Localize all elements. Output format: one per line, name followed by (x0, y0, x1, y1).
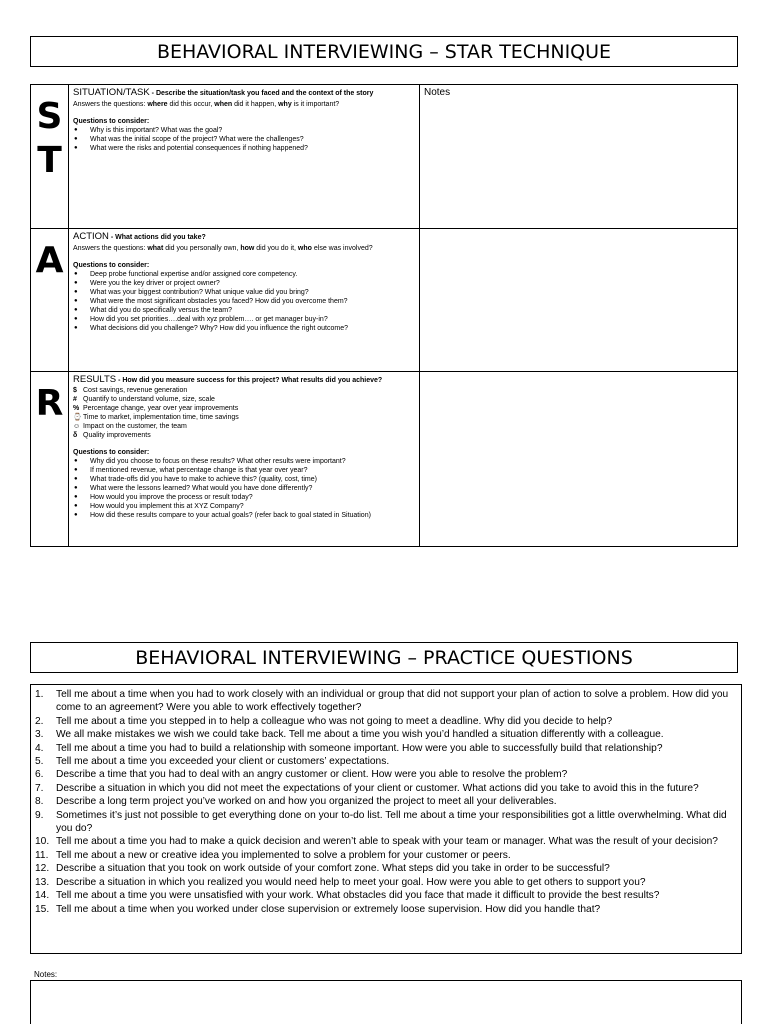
smiley-icon: ☺ (73, 423, 81, 430)
question-number: 7. (35, 782, 44, 794)
question-text: Describe a situation in which you did not meet the expectations of your client or customer. What actions did you take to avoid this in the future? (56, 782, 699, 794)
question-number: 4. (35, 742, 44, 754)
list-item: ● Deep probe functional expertise and/or assigned core competency. (73, 270, 415, 279)
question-text: Tell me about a time when you had to work closely with an individual or group that did not support your plan of action to solve a problem. How did you come to an agreement? Were you able to work effectively together? (56, 689, 729, 714)
practice-question (35, 795, 737, 808)
list-item: ● Were you the key driver or project owner? (73, 279, 415, 288)
action-questions-heading: Questions to consider: (73, 262, 150, 269)
hash-icon: # (73, 396, 77, 403)
question-number: 8. (35, 796, 44, 808)
question-text: Tell me about a time you were unsatisfied with your work. What obstacles did you face that made it difficult to provide the best results? (56, 890, 660, 902)
list-item: ● How would you improve the process or result today? (73, 493, 415, 502)
list-item: ● What were the most significant obstacles you faced? How did you overcome them? (73, 297, 415, 306)
question-text: Describe a situation in which you realized you would need help to meet your goal. How were you able to get others to support you? (56, 876, 646, 888)
action-answers: Answers the questions: what did you personally own, how did you do it, who else was involved? (73, 245, 373, 252)
results-row (31, 372, 738, 547)
results-notes[interactable] (420, 372, 738, 547)
watch-icon: ⌚ (73, 414, 82, 421)
results-heading-text: RESULTS (73, 374, 117, 385)
question-number: 9. (35, 809, 44, 821)
action-letters (31, 229, 69, 372)
star-technique-title: BEHAVIORAL INTERVIEWING – STAR TECHNIQUE (30, 36, 738, 67)
situation-questions-heading: Questions to consider: (73, 118, 150, 125)
practice-question (35, 835, 737, 848)
letter-r: R (35, 383, 64, 424)
question-number: 6. (35, 769, 44, 781)
letter-a: A (35, 240, 64, 281)
list-item: ● What were the risks and potential consequences if nothing happened? (73, 144, 415, 153)
practice-question (35, 688, 737, 715)
star-table (30, 84, 738, 547)
question-text: Tell me about a time you had to make a quick decision and weren’t able to speak with your team or manager. What was the result of your decision? (56, 836, 718, 848)
dollar-icon: $ (73, 387, 77, 394)
list-item: ● How did these results compare to your actual goals? (refer back to goal stated in Situation) (73, 511, 415, 520)
practice-question (35, 768, 737, 781)
question-number: 3. (35, 729, 44, 741)
list-item: ● What trade-offs did you have to make to achieve this? (quality, cost, time) (73, 475, 415, 484)
situation-heading (73, 87, 415, 99)
metric-row: ☺ Impact on the customer, the team (73, 423, 187, 430)
situation-desc: - Describe the situation/task you faced and the context of the story (149, 90, 374, 97)
situation-letters (31, 85, 69, 229)
list-item: ● If mentioned revenue, what percentage change is that year over year? (73, 466, 415, 475)
list-item: ● What were the lessons learned? What would you have done differently? (73, 484, 415, 493)
letter-s: S (36, 96, 63, 137)
results-questions-heading: Questions to consider: (73, 449, 150, 456)
metric-row: ⌚ Time to market, implementation time, time savings (73, 414, 239, 421)
question-text: Sometimes it’s just not possible to get everything done on your to-do list. Tell me about a time your responsibilities got a little overwhelming. What did you do? (56, 809, 727, 835)
notes-box[interactable] (30, 980, 742, 1024)
results-content (69, 372, 420, 547)
results-desc: - How did you measure success for this project? What results did you achieve? (116, 377, 383, 384)
question-text: Describe a long term project you’ve worked on and how you organized the project to meet all your deliverables. (56, 796, 557, 808)
metric-row: % Percentage change, year over year improvements (73, 405, 239, 412)
list-item: ● What did you do specifically versus the team? (73, 306, 415, 315)
practice-question (35, 889, 737, 902)
list-item: ● Why is this important? What was the goal? (73, 126, 415, 135)
practice-question (35, 755, 737, 768)
question-text: Describe a situation that you took on work outside of your comfort zone. What steps did you take in order to be successful? (56, 863, 610, 875)
notes-header: Notes (424, 87, 451, 98)
question-text: Tell me about a time you stepped in to help a colleague who was not going to meet a deadline. Why did you decide to help? (56, 715, 613, 727)
question-text: Tell me about a time you exceeded your client or customers’ expectations. (56, 756, 390, 768)
situation-content (69, 85, 420, 229)
question-number: 12. (35, 863, 50, 875)
action-row (31, 229, 738, 372)
practice-questions-list (35, 688, 737, 916)
practice-question (35, 728, 737, 741)
question-text: Tell me about a new or creative idea you implemented to solve a problem for your customer or peers. (56, 849, 511, 861)
practice-question (35, 862, 737, 875)
action-content (69, 229, 420, 372)
question-number: 15. (35, 903, 50, 915)
situation-heading-text: SITUATION/TASK (73, 87, 150, 98)
list-item: ● What was the initial scope of the project? What were the challenges? (73, 135, 415, 144)
situation-questions (73, 126, 415, 153)
results-letters (31, 372, 69, 547)
letter-t: T (37, 140, 62, 181)
list-item: ● What decisions did you challenge? Why? How did you influence the right outcome? (73, 324, 415, 333)
question-number: 11. (35, 849, 49, 861)
metric-row: $ Cost savings, revenue generation (73, 387, 188, 394)
question-number: 14. (35, 890, 50, 902)
delta-icon: δ (73, 432, 78, 439)
practice-question (35, 809, 737, 836)
practice-questions-box (30, 684, 742, 954)
question-text: We all make mistakes we wish we could take back. Tell me about a time you wish you’d handled a situation differently with a colleague. (56, 729, 664, 741)
practice-question (35, 876, 737, 889)
situation-answers: Answers the questions: where did this occur, when did it happen, why is it important? (73, 101, 340, 108)
list-item: ● How did you set priorities….deal with xyz problem…. or get manager buy-in? (73, 315, 415, 324)
list-item: ● What was your biggest contribution? What unique value did you bring? (73, 288, 415, 297)
action-heading-text: ACTION (73, 231, 109, 242)
percent-icon: % (73, 405, 80, 412)
action-heading (73, 231, 415, 243)
question-text: Tell me about a time you had to build a relationship with someone important. How were you able to successfully build that relationship? (56, 742, 663, 754)
practice-question (35, 742, 737, 755)
practice-question (35, 903, 737, 916)
list-item: ● How would you implement this at XYZ Company? (73, 502, 415, 511)
question-number: 2. (35, 715, 44, 727)
practice-questions-title: BEHAVIORAL INTERVIEWING – PRACTICE QUESTIONS (30, 642, 738, 673)
question-number: 1. (35, 689, 44, 700)
question-number: 10. (35, 836, 50, 848)
metric-row: # Quantify to understand volume, size, scale (73, 396, 215, 403)
question-text: Tell me about a time when you worked under close supervision or extremely loose supervision. How did you handle that? (56, 903, 601, 915)
results-questions (73, 457, 415, 520)
situation-row (31, 85, 738, 229)
metric-row: δ Quality improvements (73, 432, 151, 439)
list-item: ● Why did you choose to focus on these results? What other results were important? (73, 457, 415, 466)
action-desc: - What actions did you take? (108, 234, 206, 241)
question-number: 13. (35, 876, 50, 888)
notes-label: Notes: (34, 970, 58, 979)
action-notes[interactable] (420, 229, 738, 372)
action-questions (73, 270, 415, 333)
practice-question (35, 715, 737, 728)
practice-question (35, 782, 737, 795)
question-text: Describe a time that you had to deal with an angry customer or client. How were you able to resolve the problem? (56, 769, 568, 781)
results-metrics (73, 386, 415, 440)
practice-question (35, 849, 737, 862)
question-number: 5. (35, 756, 44, 768)
results-heading (73, 374, 415, 386)
situation-notes[interactable] (420, 85, 738, 229)
